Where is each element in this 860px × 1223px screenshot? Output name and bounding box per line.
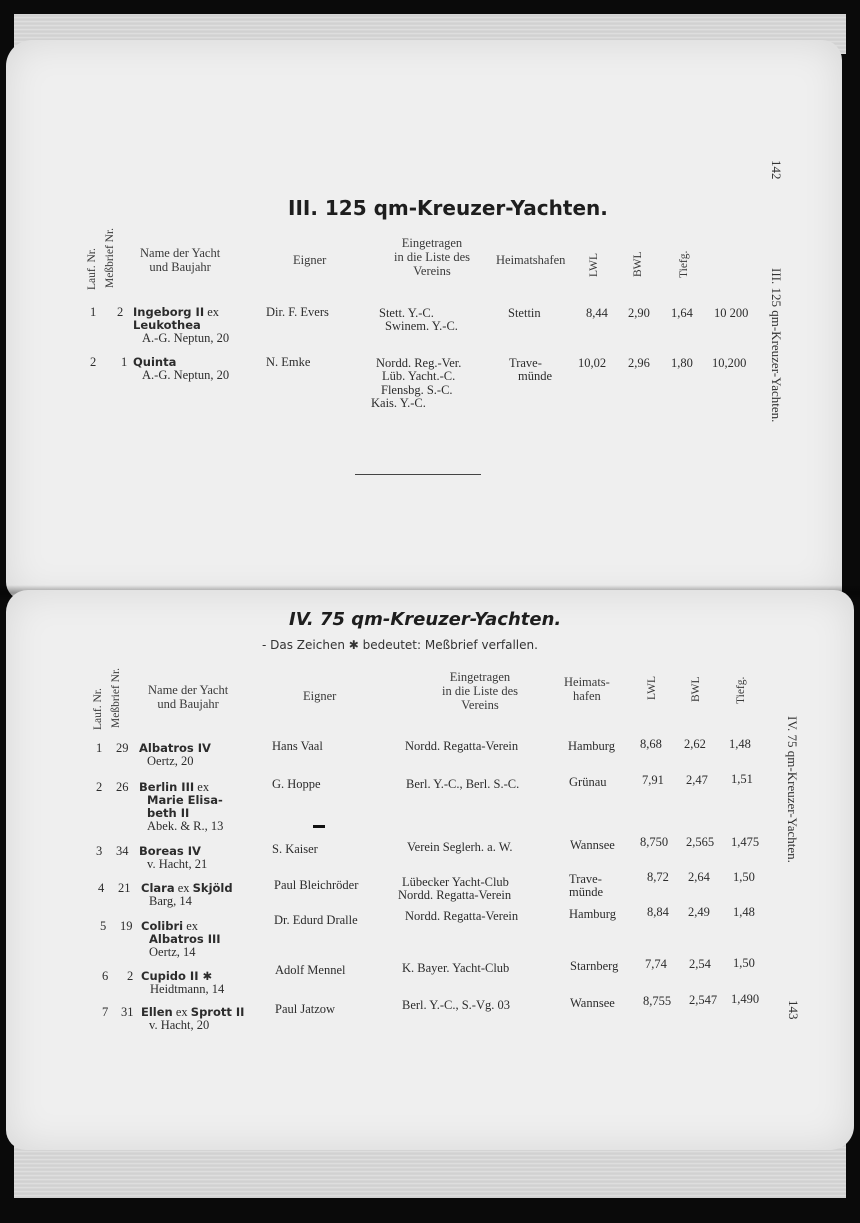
row-3-lauf: 3 [96,844,103,858]
row-7-tiefg: 1,490 [731,992,760,1006]
row-5-name: Colibri ex [141,919,199,933]
table-row-1-tiefg: 1,64 [671,306,693,320]
row-7-eigner: Paul Jatzow [275,1002,336,1016]
table-row-2-builder: A.-G. Neptun, 20 [142,368,230,382]
row-2-eigner: G. Hoppe [272,777,321,791]
header-eigner-2: Eigner [303,689,337,703]
row-7-builder: v. Hacht, 20 [149,1018,210,1032]
header-lauf-nr-2: Lauf. Nr. [92,688,104,730]
row-5-lauf: 5 [100,919,107,933]
row-7-bwl: 2,547 [689,993,718,1007]
table-row-1-name: Ingeborg II ex [133,305,220,319]
row-4-verein-2: Nordd. Regatta-Verein [398,888,512,902]
row-7-name: Ellen ex Sprott II [141,1005,245,1019]
row-6-name: Cupido II ✱ [141,969,213,983]
row-2-name-line3: beth II [147,806,190,820]
row-4-verein-1: Lübecker Yacht-Club [402,875,509,889]
row-4-hafen-2: münde [569,885,604,899]
footnote-symbol: - Das Zeichen ✱ bedeutet: Meßbrief verfallen. [262,638,538,652]
row-4-mess: 21 [118,881,131,895]
header-eigner: Eigner [293,253,327,267]
table-row-1-builder: A.-G. Neptun, 20 [142,331,230,345]
header-tiefg-2: Tiefg. [735,676,747,704]
table-row-2-lwl: 10,02 [578,356,607,370]
row-6-bwl: 2,54 [689,957,711,971]
row-6-builder: Heidtmann, 14 [150,982,225,996]
row-2-lauf: 2 [96,780,103,794]
table-row-2-verein-2: Lüb. Yacht.-C. [382,369,456,383]
table-row-2-lauf: 2 [90,355,97,369]
row-5-hafen: Hamburg [569,907,616,921]
header-heimatshafen-2: Heimats- hafen [564,675,610,703]
row-6-tiefg: 1,50 [733,956,755,970]
row-5-verein: Nordd. Regatta-Verein [405,909,519,923]
header-eingetragen: Eingetragen in die Liste des Vereins [393,236,471,278]
table-row-1-lauf: 1 [90,305,97,319]
header-name-2: Name der Yacht und Baujahr [148,683,229,711]
row-6-mess: 2 [127,969,134,983]
table-row-1-eigner: Dir. F. Evers [266,305,329,319]
section-divider [355,474,481,475]
table-row-2-extra: 10,200 [712,356,747,370]
row-3-eigner: S. Kaiser [272,842,318,856]
header-heimatshafen: Heimatshafen [496,253,566,267]
row-2-verein: Berl. Y.-C., Berl. S.-C. [406,777,520,791]
row-5-builder: Oertz, 14 [149,945,196,959]
row-1-name: Albatros IV [139,741,211,755]
row-1-lauf: 1 [96,741,103,755]
row-4-hafen-1: Trave- [569,872,602,886]
row-7-verein: Berl. Y.-C., S.-Vg. 03 [402,998,510,1012]
running-header-top: III. 125 qm-Kreuzer-Yachten. [769,268,784,423]
row-1-builder: Oertz, 20 [147,754,194,768]
row-2-mess: 26 [116,780,129,794]
row-6-verein: K. Bayer. Yacht-Club [402,961,510,975]
row-5-bwl: 2,49 [688,905,710,919]
row-5-tiefg: 1,48 [733,905,755,919]
table-row-2-bwl: 2,96 [628,356,650,370]
table-row-2-eigner: N. Emke [266,355,311,369]
table-row-2-tiefg: 1,80 [671,356,693,370]
row-4-eigner: Paul Bleichröder [274,878,359,892]
section-title-iii: III. 125 qm-Kreuzer-Yachten. [288,196,608,220]
page-number-142: 142 [769,160,784,180]
row-1-lwl: 8,68 [640,737,662,751]
ink-mark [313,825,325,828]
row-5-name-line2: Albatros III [149,932,221,946]
header-messbrief-nr-2: Meßbrief Nr. [110,667,122,728]
table-row-1-hafen: Stettin [508,306,541,320]
row-1-hafen: Hamburg [568,739,615,753]
row-5-mess: 19 [120,919,133,933]
row-4-lauf: 4 [98,881,105,895]
row-3-bwl: 2,565 [686,835,715,849]
row-3-lwl: 8,750 [640,835,669,849]
row-3-hafen: Wannsee [570,838,615,852]
row-3-mess: 34 [116,844,129,858]
header-lwl-2: LWL [646,675,658,700]
row-7-lauf: 7 [102,1005,109,1019]
table-row-1-mess: 2 [117,305,124,319]
header-messbrief-nr: Meßbrief Nr. [104,227,116,288]
row-4-bwl: 2,64 [688,870,710,884]
section-title-iv: IV. 75 qm-Kreuzer-Yachten. [289,609,562,630]
table-row-2-hafen-1: Trave- [509,356,542,370]
table-row-2-verein-4: Kais. Y.-C. [371,396,426,410]
row-6-lwl: 7,74 [645,957,667,971]
table-row-2-verein-3: Flensbg. S.-C. [381,383,453,397]
row-3-tiefg: 1,475 [731,835,760,849]
row-3-builder: v. Hacht, 21 [147,857,208,871]
row-2-name: Berlin III ex [139,780,210,794]
row-5-eigner: Dr. Edurd Dralle [274,913,358,927]
row-4-lwl: 8,72 [647,870,669,884]
row-6-hafen: Starnberg [570,959,619,973]
row-1-eigner: Hans Vaal [272,739,323,753]
row-1-bwl: 2,62 [684,737,706,751]
row-3-verein: Verein Seglerh. a. W. [407,840,513,854]
row-2-lwl: 7,91 [642,773,664,787]
row-2-name-line2: Marie Elisa- [147,793,223,807]
table-row-2-name: Quinta [133,355,177,369]
row-7-hafen: Wannsee [570,996,615,1010]
row-7-lwl: 8,755 [643,994,672,1008]
row-3-name: Boreas IV [139,844,201,858]
row-2-tiefg: 1,51 [731,772,753,786]
table-row-1-extra: 10 200 [714,306,749,320]
header-eingetragen-2: Eingetragen in die Liste des Vereins [441,670,519,712]
header-bwl-2: BWL [690,676,702,702]
table-row-1-verein-2: Swinem. Y.-C. [385,319,458,333]
header-name: Name der Yacht und Baujahr [140,246,221,274]
table-row-1-lwl: 8,44 [586,306,608,320]
row-4-tiefg: 1,50 [733,870,755,884]
row-1-mess: 29 [116,741,129,755]
row-6-eigner: Adolf Mennel [275,963,346,977]
row-4-name: Clara ex Skjöld [141,881,233,895]
table-row-1-name-line2: Leukothea [133,318,201,332]
table-row-2-verein-1: Nordd. Reg.-Ver. [376,356,462,370]
table-row-2-mess: 1 [121,355,128,369]
row-2-bwl: 2,47 [686,773,708,787]
table-row-1-bwl: 2,90 [628,306,650,320]
table-row-1-verein-1: Stett. Y.-C. [379,306,434,320]
row-2-builder: Abek. & R., 13 [147,819,224,833]
row-1-verein: Nordd. Regatta-Verein [405,739,519,753]
row-4-builder: Barg, 14 [149,894,192,908]
running-header-bottom: IV. 75 qm-Kreuzer-Yachten. [785,716,800,863]
header-bwl: BWL [632,251,644,277]
page-number-143: 143 [786,1000,801,1020]
table-row-2-hafen-2: münde [518,369,553,383]
row-5-lwl: 8,84 [647,905,669,919]
row-6-lauf: 6 [102,969,109,983]
row-2-hafen: Grünau [569,775,607,789]
row-1-tiefg: 1,48 [729,737,751,751]
header-lauf-nr: Lauf. Nr. [86,248,98,290]
header-tiefg: Tiefg. [678,250,690,278]
header-lwl: LWL [588,252,600,277]
row-7-mess: 31 [121,1005,134,1019]
